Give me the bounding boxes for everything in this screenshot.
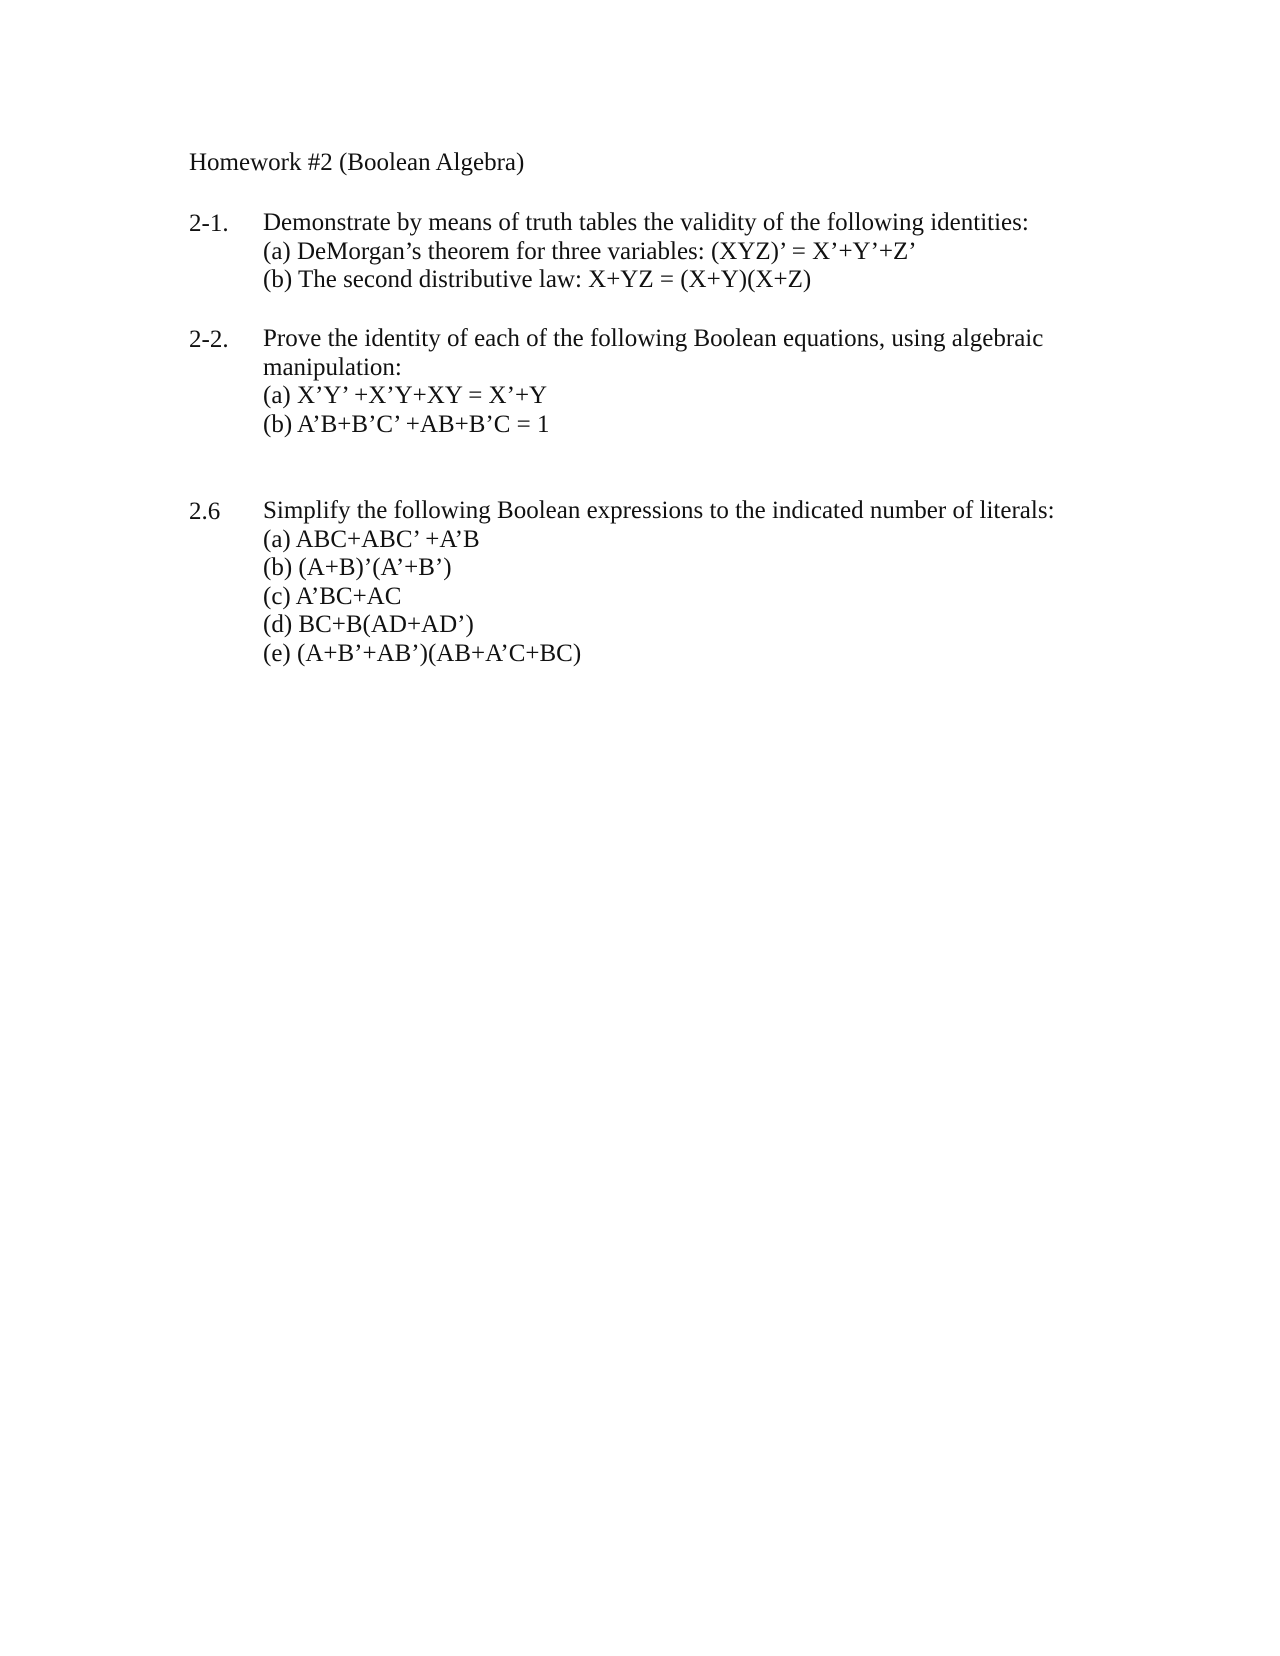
sub-item-b: (b) A’B+B’C’ +AB+B’C = 1 bbox=[263, 410, 550, 438]
problem-statement-continued: manipulation: bbox=[263, 353, 402, 381]
problem-statement: Prove the identity of each of the following Boolean equations, using algebraic bbox=[263, 325, 1044, 352]
sub-item-a: (a) DeMorgan’s theorem for three variables: (XYZ)’ = X’+Y’+Z’ bbox=[263, 237, 917, 265]
problem-body bbox=[263, 497, 1069, 668]
problem-number: 2-2. bbox=[189, 326, 229, 353]
sub-item-a: (a) ABC+ABC’ +A’B bbox=[263, 525, 480, 553]
sub-item-c: (c) A’BC+AC bbox=[263, 582, 402, 610]
problem-statement: Demonstrate by means of truth tables the validity of the following identities: bbox=[263, 209, 1029, 236]
sub-item-d: (d) BC+B(AD+AD’) bbox=[263, 611, 474, 638]
problem-statement: Simplify the following Boolean expressions to the indicated number of literals: bbox=[263, 497, 1055, 524]
problem-number: 2-1. bbox=[189, 210, 229, 237]
sub-item-a: (a) X’Y’ +X’Y+XY = X’+Y bbox=[263, 382, 548, 409]
page-title: Homework #2 (Boolean Algebra) bbox=[189, 149, 525, 176]
problem-number: 2.6 bbox=[189, 498, 221, 525]
sub-item-b: (b) (A+B)’(A’+B’) bbox=[263, 554, 452, 581]
sub-item-e: (e) (A+B’+AB’)(AB+A’C+BC) bbox=[263, 639, 582, 667]
sub-item-b: (b) The second distributive law: X+YZ = (X+Y)(X+Z) bbox=[263, 266, 812, 293]
problem-body bbox=[263, 325, 1069, 439]
problem-body bbox=[263, 209, 1069, 295]
